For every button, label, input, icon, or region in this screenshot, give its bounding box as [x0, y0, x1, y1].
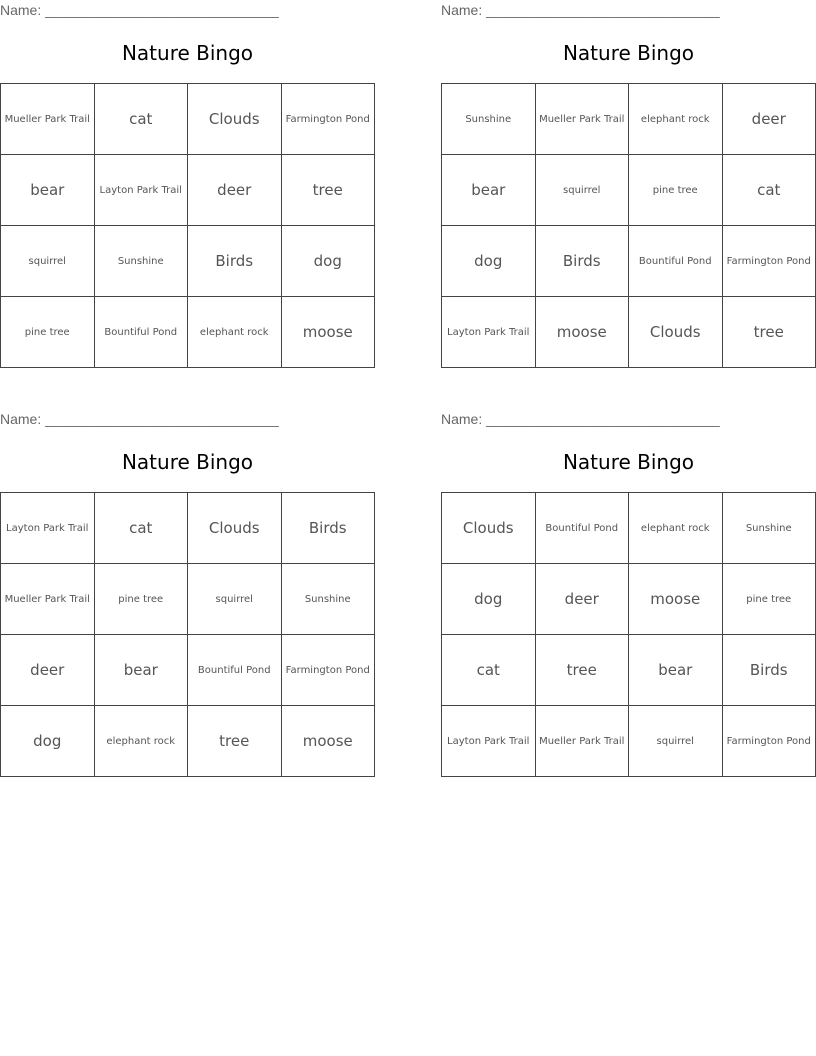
bingo-cell: dog [442, 226, 536, 297]
bingo-row [442, 155, 816, 226]
bingo-cell: Farmington Pond [722, 226, 816, 297]
bingo-cell: tree [535, 635, 629, 706]
bingo-cell: Layton Park Trail [94, 155, 188, 226]
bingo-grid [441, 83, 816, 368]
bingo-cell: Bountiful Pond [94, 297, 188, 368]
bingo-row [1, 706, 375, 777]
bingo-grid [0, 83, 375, 368]
bingo-cell: Sunshine [722, 493, 816, 564]
bingo-cell: pine tree [94, 564, 188, 635]
bingo-cell: Layton Park Trail [442, 297, 536, 368]
name-field-label: Name: ______________________________ [441, 2, 720, 18]
bingo-cell: squirrel [629, 706, 723, 777]
bingo-cell: bear [629, 635, 723, 706]
bingo-row [1, 226, 375, 297]
bingo-row [1, 84, 375, 155]
bingo-cell: cat [722, 155, 816, 226]
bingo-cell: dog [442, 564, 536, 635]
bingo-cell: elephant rock [629, 493, 723, 564]
bingo-cell: cat [94, 493, 188, 564]
bingo-cell: Bountiful Pond [535, 493, 629, 564]
bingo-cell: Birds [535, 226, 629, 297]
name-field-label: Name: ______________________________ [441, 411, 720, 427]
name-field-label: Name: ______________________________ [0, 2, 279, 18]
bingo-cell: bear [442, 155, 536, 226]
bingo-cell: pine tree [1, 297, 95, 368]
bingo-cell: Mueller Park Trail [535, 84, 629, 155]
bingo-cell: Clouds [629, 297, 723, 368]
bingo-cell: cat [442, 635, 536, 706]
bingo-cell: Mueller Park Trail [1, 84, 95, 155]
card-title: Nature Bingo [121, 450, 254, 474]
bingo-cell: squirrel [188, 564, 282, 635]
bingo-cell: Farmington Pond [281, 84, 375, 155]
bingo-grid [0, 492, 375, 777]
bingo-row [442, 493, 816, 564]
bingo-cell: Layton Park Trail [1, 493, 95, 564]
bingo-cell: bear [1, 155, 95, 226]
bingo-cell: deer [535, 564, 629, 635]
bingo-cell: Sunshine [94, 226, 188, 297]
bingo-cell: moose [281, 297, 375, 368]
bingo-cell: bear [94, 635, 188, 706]
bingo-cell: moose [535, 297, 629, 368]
bingo-cell: Birds [281, 493, 375, 564]
bingo-cell: Birds [722, 635, 816, 706]
card-title: Nature Bingo [121, 41, 254, 65]
bingo-cell: Layton Park Trail [442, 706, 536, 777]
bingo-cell: Clouds [188, 84, 282, 155]
bingo-cell: Birds [188, 226, 282, 297]
bingo-cell: elephant rock [94, 706, 188, 777]
bingo-row [442, 297, 816, 368]
bingo-cell: Mueller Park Trail [1, 564, 95, 635]
bingo-cell: tree [281, 155, 375, 226]
bingo-cell: moose [281, 706, 375, 777]
card-title: Nature Bingo [562, 450, 695, 474]
bingo-cell: deer [722, 84, 816, 155]
bingo-cell: Bountiful Pond [629, 226, 723, 297]
bingo-cell: Clouds [442, 493, 536, 564]
bingo-row [442, 635, 816, 706]
bingo-cell: Sunshine [442, 84, 536, 155]
bingo-cell: squirrel [535, 155, 629, 226]
card-title: Nature Bingo [562, 41, 695, 65]
bingo-cell: tree [188, 706, 282, 777]
bingo-cell: deer [1, 635, 95, 706]
bingo-cell: Clouds [188, 493, 282, 564]
bingo-row [442, 564, 816, 635]
bingo-row [442, 226, 816, 297]
bingo-cell: elephant rock [629, 84, 723, 155]
bingo-row [1, 635, 375, 706]
bingo-row [1, 564, 375, 635]
bingo-cell: deer [188, 155, 282, 226]
bingo-cell: moose [629, 564, 723, 635]
bingo-cell: Farmington Pond [281, 635, 375, 706]
name-field-label: Name: ______________________________ [0, 411, 279, 427]
bingo-cell: Sunshine [281, 564, 375, 635]
bingo-cell: Bountiful Pond [188, 635, 282, 706]
bingo-cell: Mueller Park Trail [535, 706, 629, 777]
bingo-cell: squirrel [1, 226, 95, 297]
bingo-row [442, 84, 816, 155]
bingo-row [1, 297, 375, 368]
bingo-cell: pine tree [722, 564, 816, 635]
bingo-cell: Farmington Pond [722, 706, 816, 777]
bingo-cell: elephant rock [188, 297, 282, 368]
bingo-grid [441, 492, 816, 777]
bingo-row [442, 706, 816, 777]
bingo-cell: cat [94, 84, 188, 155]
bingo-cell: dog [281, 226, 375, 297]
bingo-cell: pine tree [629, 155, 723, 226]
bingo-row [1, 493, 375, 564]
bingo-cell: tree [722, 297, 816, 368]
bingo-row [1, 155, 375, 226]
bingo-cell: dog [1, 706, 95, 777]
